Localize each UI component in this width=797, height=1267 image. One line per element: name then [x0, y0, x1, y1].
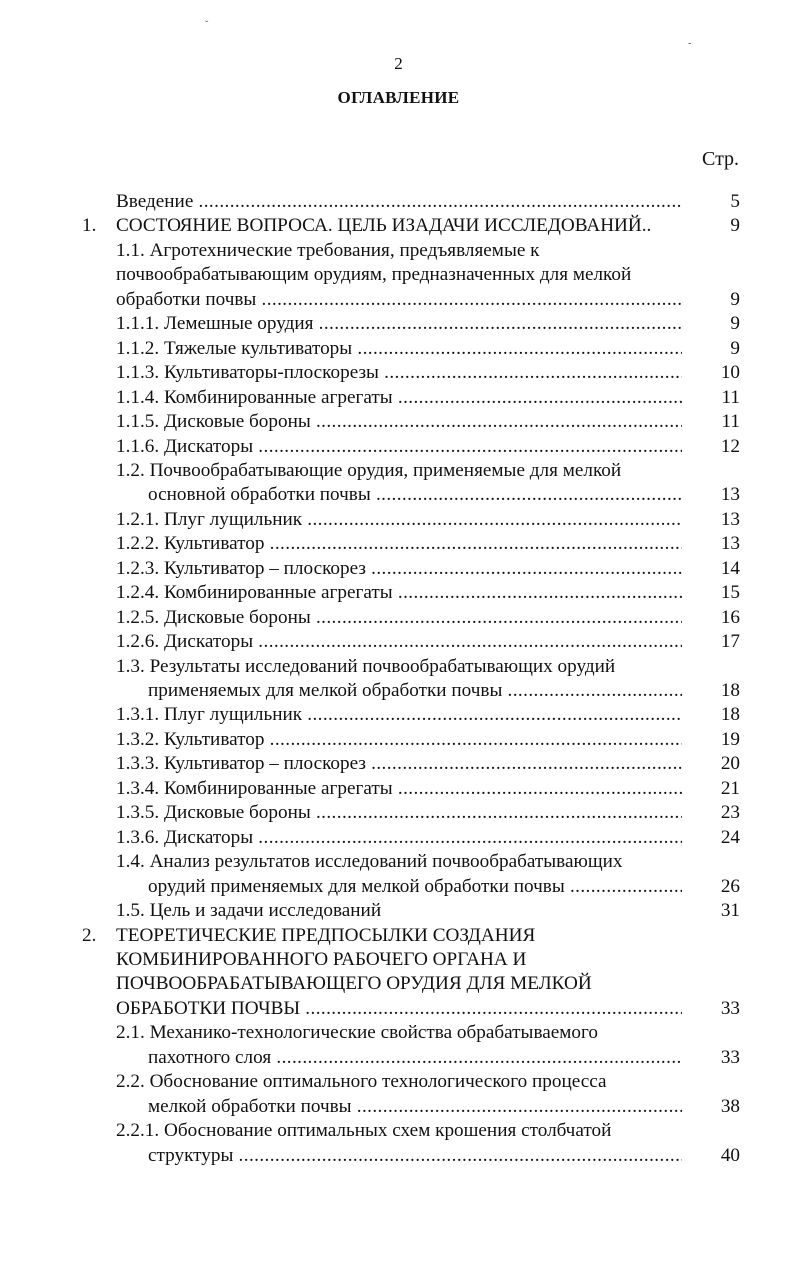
toc-entry — [0, 1046, 797, 1071]
toc-page-number: 9 — [730, 313, 740, 335]
toc-entry-title — [116, 972, 700, 997]
toc-entry-text: ТЕОРЕТИЧЕСКИЕ ПРЕДПОСЫЛКИ СОЗДАНИЯ — [116, 924, 536, 946]
toc-entry-text: 1.5. Цель и задачи исследований — [116, 900, 382, 922]
toc-entry-title — [116, 435, 682, 460]
toc-entry-title — [116, 606, 682, 631]
toc-entry-title — [148, 483, 682, 508]
toc-page-number: 40 — [720, 1144, 740, 1166]
toc-page-number: 21 — [720, 777, 740, 799]
toc-entry-text: 1.2.5. Дисковые бороны ..... — [116, 607, 682, 628]
toc-entry — [0, 483, 797, 508]
toc-entry-text: 1.2.1. Плуг лущильник ..... — [116, 509, 682, 530]
toc-entry — [0, 508, 797, 533]
toc-entry-text: структуры ..... — [148, 1145, 682, 1166]
toc-entry-text: 1.2.4. Комбинированные агрегаты ..... — [116, 582, 682, 603]
toc-entry — [0, 728, 797, 753]
toc-entry-text: 1.2.6. Дискаторы ..... — [116, 631, 682, 652]
toc-entry-text: 1.3.1. Плуг лущильник ..... — [116, 704, 682, 725]
toc-entry — [0, 850, 797, 875]
toc-entry-text: ОБРАБОТКИ ПОЧВЫ ..... — [116, 998, 682, 1019]
toc-entry-text: КОМБИНИРОВАННОГО РАБОЧЕГО ОРГАНА И — [116, 948, 527, 970]
toc-entry — [0, 1095, 797, 1120]
toc-page-number: 16 — [720, 606, 740, 628]
toc-entry-title — [116, 337, 682, 362]
toc-entry — [0, 972, 797, 997]
toc-entry — [0, 239, 797, 264]
toc-entry-text: 1.2.2. Культиватор ..... — [116, 533, 682, 554]
toc-entry-text: 1.1.3. Культиваторы-плоскорезы ..... — [116, 362, 682, 383]
toc-entry — [0, 875, 797, 900]
toc-entry-text: 2.1. Механико-технологические свойства обрабатываемого — [116, 1022, 599, 1044]
toc-page-number: 13 — [720, 484, 740, 506]
toc-entry — [0, 312, 797, 337]
toc-entry-title — [116, 410, 682, 435]
toc-page-number: 19 — [720, 728, 740, 750]
toc-entry-title — [116, 948, 700, 973]
toc-entry-title — [148, 875, 682, 900]
toc-page-number: 9 — [730, 215, 740, 237]
toc-page-number: 31 — [720, 900, 740, 922]
toc-entry — [0, 924, 797, 949]
toc-entry — [0, 1021, 797, 1046]
toc-entry-title — [116, 997, 682, 1022]
toc-page-number: 10 — [720, 362, 740, 384]
toc-entry — [0, 361, 797, 386]
toc-entry — [0, 1144, 797, 1169]
page-title: ОГЛАВЛЕНИЕ — [337, 88, 460, 107]
scan-speck: ˇ — [205, 20, 209, 31]
toc-entry — [0, 1070, 797, 1095]
toc-page-number: 9 — [730, 337, 740, 359]
toc-page-number: 18 — [720, 704, 740, 726]
toc-entry — [0, 777, 797, 802]
page-column-header: Стр. — [702, 148, 740, 170]
toc-entry-text: применяемых для мелкой обработки почвы ..... — [148, 680, 682, 701]
toc-entry-title — [116, 239, 700, 264]
toc-entry — [0, 263, 797, 288]
toc-entry-text: 1.2.3. Культиватор – плоскорез ..... — [116, 558, 682, 579]
toc-entry — [0, 410, 797, 435]
toc-entry — [0, 752, 797, 777]
toc-entry-text: 1.1.5. Дисковые бороны ..... — [116, 411, 682, 432]
toc-entry-text: 1.3.6. Дискаторы ..... — [116, 827, 682, 848]
toc-entry-title — [116, 214, 700, 239]
toc-entry-text: 1.3.5. Дисковые бороны ..... — [116, 802, 682, 823]
toc-page-number: 11 — [721, 386, 740, 408]
toc-entry — [0, 679, 797, 704]
toc-entry-text: 1.3.3. Культиватор – плоскорез ..... — [116, 753, 682, 774]
toc-chapter-number: 1. — [82, 215, 97, 237]
toc-page-number: 12 — [720, 435, 740, 457]
toc-entry-title — [116, 263, 700, 288]
toc-page-number: 5 — [730, 191, 740, 212]
toc-entry — [0, 606, 797, 631]
toc-page-number: 11 — [721, 411, 740, 433]
toc-entry-title — [116, 459, 700, 484]
toc-entry-title — [116, 752, 682, 777]
toc-page-number: 20 — [720, 753, 740, 775]
toc-page-number: 18 — [720, 680, 740, 701]
toc-entry-title — [116, 655, 700, 680]
toc-entry — [0, 459, 797, 484]
toc-entry-text: 1.1. Агротехнические требования, предъявляемые к — [116, 239, 540, 261]
toc-entry-title — [116, 777, 682, 802]
toc-entry-title — [116, 850, 700, 875]
toc-entry-title — [148, 679, 682, 704]
toc-page-number: 13 — [720, 508, 740, 530]
toc-entry-text: основной обработки почвы ..... — [148, 484, 682, 505]
scan-speck: - — [688, 38, 692, 49]
toc-entry-title — [116, 508, 682, 533]
toc-entry-text: 2.2. Обоснование оптимального технологического процесса — [116, 1071, 607, 1093]
toc-entry — [0, 386, 797, 411]
toc-entry-text: 1.4. Анализ результатов исследований почвообрабатывающих — [116, 851, 623, 873]
toc-chapter-number: 2. — [82, 924, 97, 946]
toc-page-number: 26 — [720, 875, 740, 897]
toc-page-number: 38 — [720, 1095, 740, 1117]
toc-entry-title — [116, 826, 682, 851]
toc-entry-title — [116, 801, 682, 826]
toc-entry — [0, 581, 797, 606]
toc-entry-title — [116, 1119, 700, 1144]
toc-entry — [0, 1119, 797, 1144]
toc-page-number: 9 — [730, 288, 740, 310]
toc-entry-title — [116, 557, 682, 582]
toc-entry-text: орудий применяемых для мелкой обработки почвы ..... — [148, 876, 682, 897]
toc-entry-title — [148, 1046, 682, 1071]
toc-entry — [0, 997, 797, 1022]
toc-entry — [0, 337, 797, 362]
toc-entry-text: Введение ..... — [116, 191, 682, 212]
toc-entry-text: мелкой обработки почвы ..... — [148, 1096, 682, 1117]
toc-entry-title — [116, 532, 682, 557]
toc-entry-text: обработки почвы ..... — [116, 289, 682, 310]
toc-entry — [0, 630, 797, 655]
toc-entry-title — [116, 1070, 700, 1095]
toc-entry — [0, 190, 797, 215]
toc-entry-text: ПОЧВООБРАБАТЫВАЮЩЕГО ОРУДИЯ ДЛЯ МЕЛКОЙ — [116, 973, 592, 995]
toc-entry-title — [116, 899, 700, 924]
toc-page-number: 33 — [720, 997, 740, 1019]
toc-entry-text: 1.1.6. Дискаторы ..... — [116, 436, 682, 457]
toc-entry — [0, 703, 797, 728]
toc-entry-title — [116, 361, 682, 386]
toc-entry-text: почвообрабатывающим орудиям, предназначенных для мелкой — [116, 264, 632, 286]
toc-entry — [0, 435, 797, 460]
toc-entry-text: пахотного слоя ..... — [148, 1047, 682, 1068]
toc-page-number: 14 — [720, 557, 740, 579]
toc-entry-title — [116, 728, 682, 753]
toc-entry-title — [116, 924, 700, 949]
toc-entry-title — [148, 1095, 682, 1120]
toc-entry-title — [116, 1021, 700, 1046]
toc-entry-text: СОСТОЯНИЕ ВОПРОСА. ЦЕЛЬ ИЗАДАЧИ ИССЛЕДОВАНИЙ.. — [116, 215, 652, 237]
toc-entry — [0, 214, 797, 239]
toc-entry-title — [116, 630, 682, 655]
toc-entry-text: 1.1.1. Лемешные орудия ..... — [116, 313, 682, 334]
toc-page-number: 17 — [720, 631, 740, 653]
toc-entry-text: 1.1.4. Комбинированные агрегаты ..... — [116, 387, 682, 408]
toc-entry-text: 1.3.4. Комбинированные агрегаты ..... — [116, 778, 682, 799]
toc-entry-text: 1.3. Результаты исследований почвообрабатывающих орудий — [116, 655, 616, 677]
toc-page-number: 23 — [720, 802, 740, 824]
toc-entry — [0, 826, 797, 851]
toc-entry-text: 1.1.2. Тяжелые культиваторы ..... — [116, 338, 682, 359]
toc-entry — [0, 288, 797, 313]
toc-page-number: 13 — [720, 533, 740, 555]
toc-entry — [0, 948, 797, 973]
page-number: 2 — [394, 54, 403, 73]
toc-entry — [0, 557, 797, 582]
toc-entry-title — [116, 288, 682, 313]
toc-entry-text: 1.2. Почвообрабатывающие орудия, применяемые для мелкой — [116, 459, 622, 481]
toc-entry-title — [116, 581, 682, 606]
toc-page-number: 24 — [720, 826, 740, 848]
toc-entry-text: 1.3.2. Культиватор ..... — [116, 729, 682, 750]
toc-entry-text: 2.2.1. Обоснование оптимальных схем крошения столбчатой — [116, 1120, 612, 1142]
toc-entry-title — [116, 312, 682, 337]
toc-entry-title — [116, 190, 682, 215]
toc-entry — [0, 532, 797, 557]
toc-entry-title — [116, 703, 682, 728]
toc-entry — [0, 899, 797, 924]
toc-entry — [0, 801, 797, 826]
toc-entry-title — [148, 1144, 682, 1169]
toc-entry — [0, 655, 797, 680]
toc-page-number: 15 — [720, 582, 740, 604]
toc-page-number: 33 — [720, 1046, 740, 1068]
toc-entry-title — [116, 386, 682, 411]
